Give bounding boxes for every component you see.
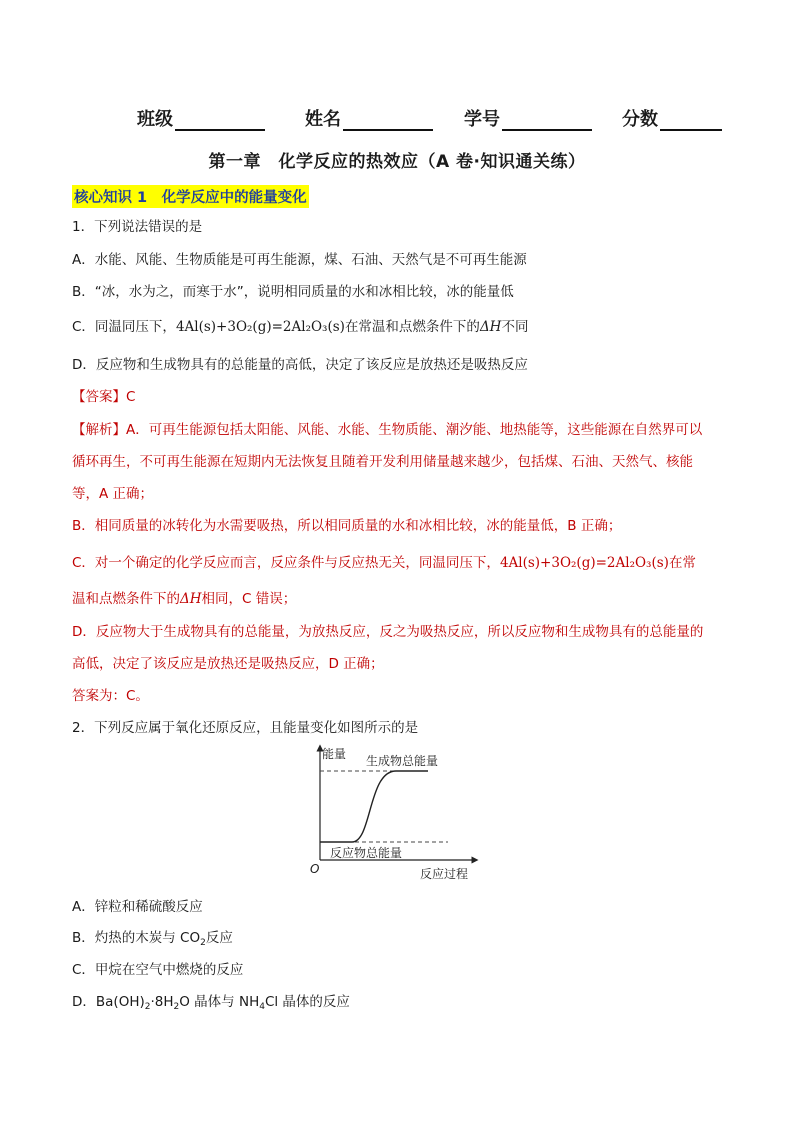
q1-option-c-prefix: C．同温同压下， xyxy=(72,319,176,335)
reactant-energy-label: 反应物总能量 xyxy=(330,846,403,860)
id-blank[interactable] xyxy=(502,111,592,131)
q2-option-b-suffix: 反应 xyxy=(205,930,233,946)
page-title: 第一章 化学反应的热效应（A 卷·知识通关练） xyxy=(208,152,586,172)
analysis-a-line1 xyxy=(72,421,702,439)
q1-option-a: A．水能、风能、生物质能是可再生能源，煤、石油、天然气是不可再生能源 xyxy=(72,252,527,268)
analysis-tag: 【解析】 xyxy=(72,422,126,438)
q2-option-d xyxy=(72,993,350,1011)
q1-option-b: B．“冰，水为之，而寒于水”，说明相同质量的水和冰相比较，冰的能量低 xyxy=(72,284,514,300)
q1-option-c xyxy=(72,318,528,336)
analysis-a-line3: 等，A 正确； xyxy=(72,486,154,502)
id-label: 学号 xyxy=(464,109,500,130)
q2-option-c: C．甲烷在空气中燃烧的反应 xyxy=(72,962,244,978)
q2-option-d-part3: O 晶体与 NH xyxy=(179,994,260,1010)
name-field xyxy=(305,105,433,131)
analysis-a-line2: 循环再生，不可再生能源在短期内无法恢复且随着开发利用储量越来越少，包括煤、石油、天然气、核能 xyxy=(72,454,693,470)
answer-tag: 【答案】 xyxy=(72,389,126,405)
score-field xyxy=(622,105,722,131)
section-heading: 核心知识 1 化学反应中的能量变化 xyxy=(72,185,309,208)
final-answer: 答案为：C。 xyxy=(72,688,149,704)
analysis-equation: 4Al(s)+3O₂(g)=2Al₂O₃(s) xyxy=(499,555,669,571)
class-blank[interactable] xyxy=(175,111,265,131)
q1-stem: 1．下列说法错误的是 xyxy=(72,219,203,235)
class-label: 班级 xyxy=(137,109,173,130)
q2-option-d-part2: ·8H xyxy=(150,994,174,1010)
analysis-a-text1: A．可再生能源包括太阳能、风能、水能、生物质能、潮汐能、地热能等，这些能源在自然界可以 xyxy=(126,422,703,438)
origin-label: O xyxy=(310,862,320,876)
q2-option-d-part4: Cl 晶体的反应 xyxy=(264,994,350,1010)
score-blank[interactable] xyxy=(660,111,722,131)
q2-option-d-sub1: 2 xyxy=(144,1002,151,1012)
analysis-d-line2: 高低，决定了该反应是放热还是吸热反应，D 正确； xyxy=(72,656,384,672)
analysis-d-line1: D．反应物大于生成物具有的总能量，为放热反应，反之为吸热反应，所以反应物和生成物具有的总能量的 xyxy=(72,624,704,640)
analysis-c-suffix: 在常 xyxy=(668,555,696,571)
q2-stem: 2．下列反应属于氧化还原反应，且能量变化如图所示的是 xyxy=(72,720,419,736)
q1-option-c-mid: 在常温和点燃条件下的 xyxy=(344,319,480,335)
q2-option-d-sub3: 4 xyxy=(259,1002,265,1012)
class-field xyxy=(137,105,265,131)
score-label: 分数 xyxy=(622,109,658,130)
name-blank[interactable] xyxy=(343,111,433,131)
analysis-c-line2 xyxy=(72,590,296,608)
id-field xyxy=(464,105,592,131)
analysis-b-line: B．相同质量的冰转化为水需要吸热，所以相同质量的水和冰相比较，冰的能量低，B 正确； xyxy=(72,518,622,534)
analysis-delta-h: ΔH xyxy=(180,591,202,607)
name-label: 姓名 xyxy=(305,109,341,130)
q1-answer xyxy=(72,388,135,406)
energy-curve xyxy=(320,771,428,842)
analysis-c2-suffix: 相同，C 错误； xyxy=(201,591,297,607)
q2-option-b-sub: 2 xyxy=(200,938,206,948)
q2-option-b xyxy=(72,929,233,947)
x-axis-label: 反应过程 xyxy=(420,867,469,881)
q1-delta-h: ΔH xyxy=(479,319,502,335)
q2-option-d-sub2: 2 xyxy=(173,1002,180,1012)
student-info-header xyxy=(0,105,794,131)
answer-value: C xyxy=(126,389,136,405)
y-axis-label: 能量 xyxy=(322,747,347,761)
analysis-c-prefix: C．对一个确定的化学反应而言，反应条件与反应热无关，同温同压下， xyxy=(72,555,500,571)
product-energy-label: 生成物总能量 xyxy=(366,754,439,768)
q1-option-c-post: 不同 xyxy=(501,319,529,335)
analysis-c2-prefix: 温和点燃条件下的 xyxy=(72,591,180,607)
q1-option-d: D．反应物和生成物具有的总能量的高低，决定了该反应是放热还是吸热反应 xyxy=(72,357,528,373)
analysis-c-line1 xyxy=(72,554,696,572)
energy-diagram xyxy=(300,742,490,882)
q2-option-b-prefix: B．灼热的木炭与 CO xyxy=(72,930,201,946)
q1-equation: 4Al(s)+3O₂(g)=2Al₂O₃(s) xyxy=(175,319,345,335)
q2-option-a: A．锌粒和稀硫酸反应 xyxy=(72,899,203,915)
q2-option-d-part1: D．Ba(OH) xyxy=(72,994,145,1010)
